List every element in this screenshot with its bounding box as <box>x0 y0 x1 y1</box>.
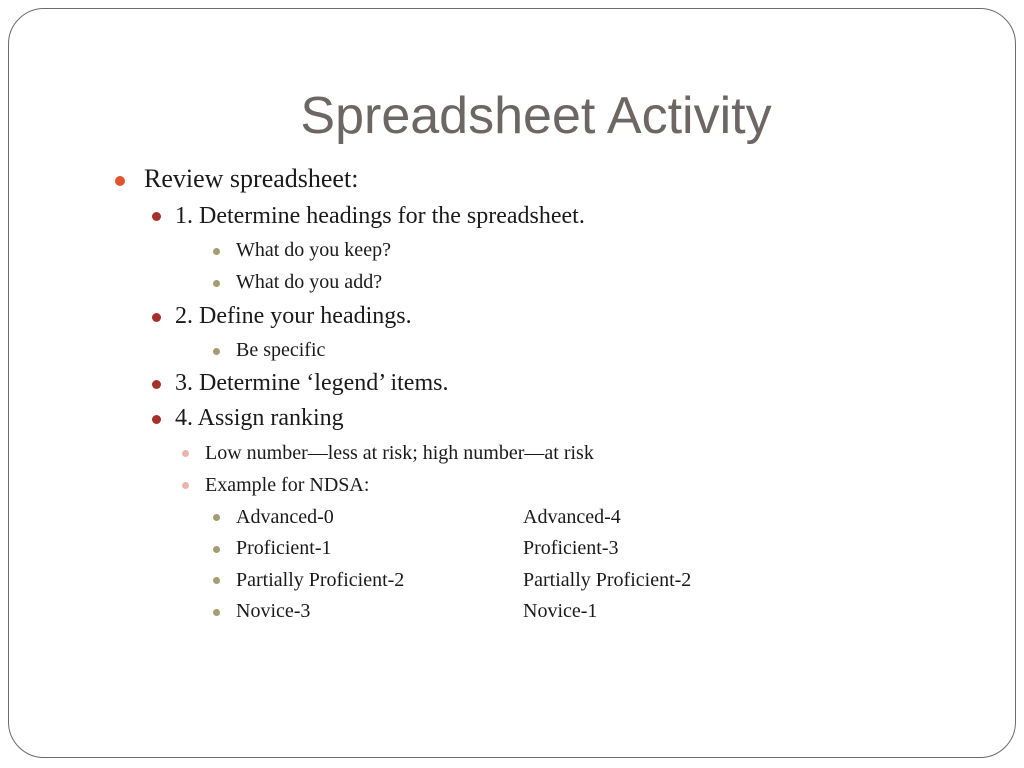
step-1-add: What do you add? <box>236 271 383 293</box>
bullet-dot-icon <box>115 176 125 186</box>
bullet-dot-icon <box>152 212 161 221</box>
bullet-dot-icon <box>213 577 220 584</box>
bullet-dot-icon <box>213 609 220 616</box>
step-1-text: 1. Determine headings for the spreadsheet. <box>175 203 585 229</box>
step-2-text: 2. Define your headings. <box>175 303 412 329</box>
bullet-dot-icon <box>182 450 189 457</box>
ranking-left-2: Partially Proficient-2 <box>236 569 405 591</box>
bullet-dot-icon <box>152 415 161 424</box>
bullet-dot-icon <box>152 313 161 322</box>
step-4-example: Example for NDSA: <box>205 474 370 496</box>
ranking-right-1: Proficient-3 <box>523 537 619 559</box>
step-3-text: 3. Determine ‘legend’ items. <box>175 370 449 396</box>
step-4-text: 4. Assign ranking <box>175 405 344 431</box>
step-1-keep: What do you keep? <box>236 239 391 261</box>
bullet-dot-icon <box>182 482 189 489</box>
ranking-right-3: Novice-1 <box>523 600 598 622</box>
step-2-specific: Be specific <box>236 339 326 361</box>
slide-title: Spreadsheet Activity <box>300 87 772 145</box>
bullet-dot-icon <box>213 248 220 255</box>
ranking-left-1: Proficient-1 <box>236 537 332 559</box>
bullet-dot-icon <box>213 514 220 521</box>
bullet-dot-icon <box>152 380 161 389</box>
ranking-right-2: Partially Proficient-2 <box>523 569 692 591</box>
bullet-review-spreadsheet: Review spreadsheet: <box>144 164 359 193</box>
ranking-left-3: Novice-3 <box>236 600 311 622</box>
ranking-right-0: Advanced-4 <box>523 506 621 528</box>
bullet-dot-icon <box>213 280 220 287</box>
ranking-left-0: Advanced-0 <box>236 506 334 528</box>
step-4-low-high: Low number—less at risk; high number—at risk <box>205 442 594 464</box>
bullet-dot-icon <box>213 348 220 355</box>
bullet-dot-icon <box>213 546 220 553</box>
